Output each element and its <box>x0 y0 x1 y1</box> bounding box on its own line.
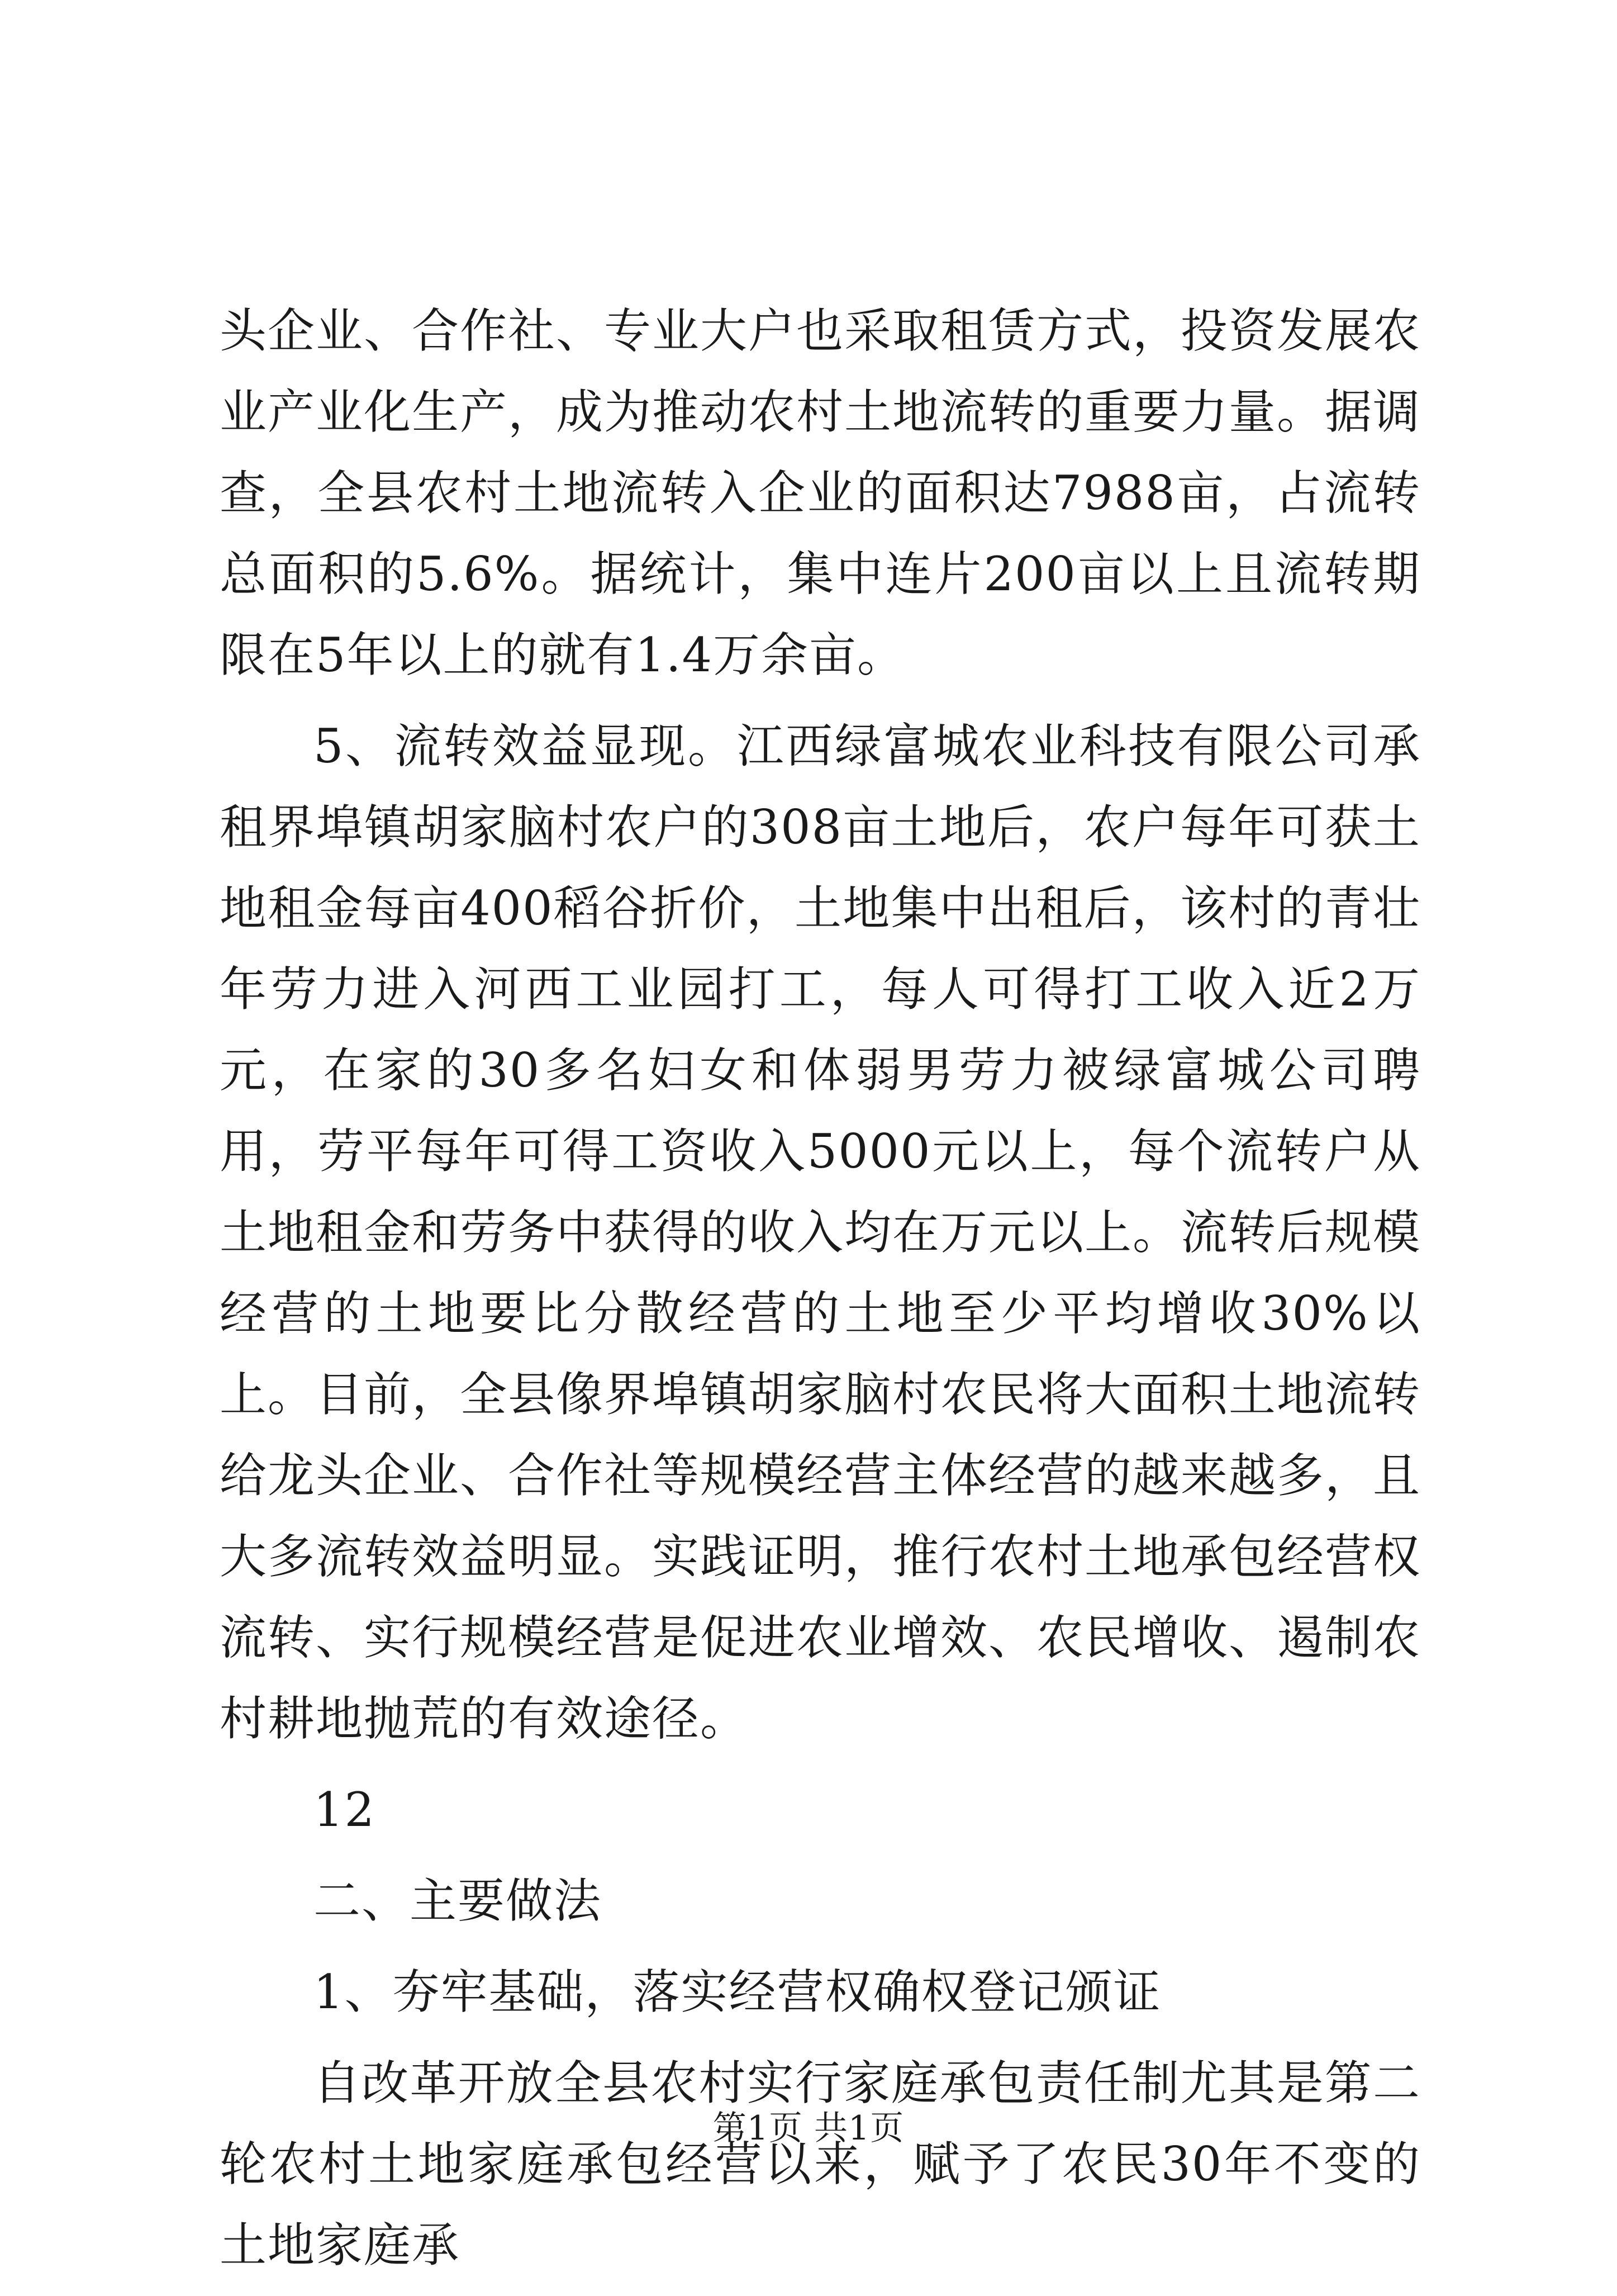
paragraph-continuation: 头企业、合作社、专业大户也采取租赁方式，投资发展农业产业化生产，成为推动农村土地流转的重要力量。据调查，全县农村土地流转入企业的面积达7988亩，占流转总面积的5.6%。据统计，集中连片200亩以上且流转期限在5年以上的就有1.4万余亩。 <box>220 303 1421 682</box>
paragraph-number: 12 <box>313 1782 375 1837</box>
paragraph-benefits: 5、流转效益显现。江西绿富城农业科技有限公司承租界埠镇胡家脑村农户的308亩土地后，农户每年可获土地租金每亩400稻谷折价，土地集中出租后，该村的青壮年劳力进入河西工业园打工，每人可得打工收入近2万元，在家的30多名妇女和体弱男劳力被绿富城公司聘用，劳平每年可得工资收入5000元以上，每个流转户从土地租金和劳务中获得的收入均在万元以上。流转后规模经营的土地要比分散经营的土地至少平均增收30%以上。目前，全县像界埠镇胡家脑村农民将大面积土地流转给龙头企业、合作社等规模经营主体经营的越来越多，且大多流转效益明显。实践证明，推行农村土地承包经营权流转、实行规模经营是促进农业增效、农民增收、遏制农村耕地抛荒的有效途径。 <box>220 719 1421 1746</box>
section-heading: 二、主要做法 <box>313 1873 602 1928</box>
document-body <box>220 291 1421 2296</box>
subsection-heading: 1、夯牢基础，落实经营权确权登记颁证 <box>313 1965 1162 2019</box>
page-footer: 第1页 共1页 <box>712 2109 905 2148</box>
paragraph-reform: 自改革开放全县农村实行家庭承包责任制尤其是第二轮农村土地家庭承包经营以来，赋予了农民30年不变的土地家庭承 <box>220 2056 1421 2273</box>
